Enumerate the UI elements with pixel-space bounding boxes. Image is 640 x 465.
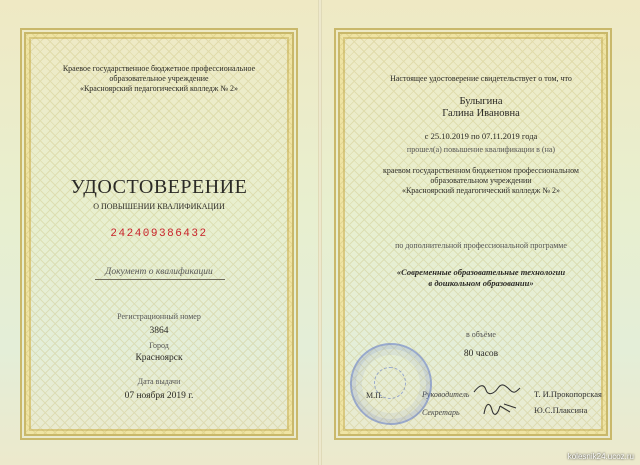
head-signature-icon (472, 380, 522, 398)
reg-number-label: Регистрационный номер (117, 312, 201, 321)
secretary-label: Секретарь (422, 408, 460, 417)
city-value: Красноярск (135, 353, 183, 363)
secretary-name: Ю.С.Плаксина (534, 405, 588, 415)
seal-place-label: М.П. (366, 391, 383, 400)
volume-label: в объёме (466, 330, 496, 339)
left-page (0, 0, 318, 465)
person-surname: Булыгина (459, 96, 503, 107)
head-name: Т. И.Прокопорская (534, 389, 602, 399)
program-label: по дополнительной профессиональной программе (395, 241, 567, 250)
intro-text: Настоящее удостоверение свидетельствует о том, что (390, 74, 572, 83)
program-line-1: «Современные образовательные технологии (396, 267, 566, 277)
watermark: kolesnik24.ucoz.ru (567, 452, 634, 461)
certificate-title: УДОСТОВЕРЕНИЕ (70, 176, 248, 198)
person-name: Галина Ивановна (442, 108, 520, 119)
secretary-signature-icon (480, 398, 520, 418)
passed-text: прошел(а) повышение квалификации в (на) (406, 145, 556, 154)
volume-value: 80 часов (463, 349, 499, 359)
issuer-line-1: Краевое государственное бюджетное профессиональное (62, 64, 256, 73)
city-label: Город (149, 341, 169, 350)
institution-line-3: «Красноярский педагогический колледж № 2» (401, 186, 561, 195)
document-type: Документ о квалификации (105, 267, 213, 277)
document-type-underline (95, 279, 225, 280)
issue-date-value: 07 ноября 2019 г. (124, 391, 194, 401)
certificate-subtitle: О ПОВЫШЕНИИ КВАЛИФИКАЦИИ (93, 202, 225, 211)
head-label: Руководитель (422, 390, 470, 399)
serial-number: 242409386432 (110, 228, 208, 240)
study-period: с 25.10.2019 по 07.11.2019 года (424, 131, 538, 141)
official-stamp-icon (350, 343, 432, 425)
issuer-line-3: «Красноярский педагогический колледж № 2» (79, 84, 239, 93)
program-line-2: в дошкольном образовании» (428, 278, 534, 288)
institution-line-2: образовательном учреждении (430, 176, 532, 185)
institution-line-1: краевом государственном бюджетном профессиональном (383, 166, 579, 175)
issue-date-label: Дата выдачи (137, 377, 181, 386)
issuer-line-2: образовательное учреждение (109, 74, 209, 83)
reg-number-value: 3864 (149, 326, 169, 336)
